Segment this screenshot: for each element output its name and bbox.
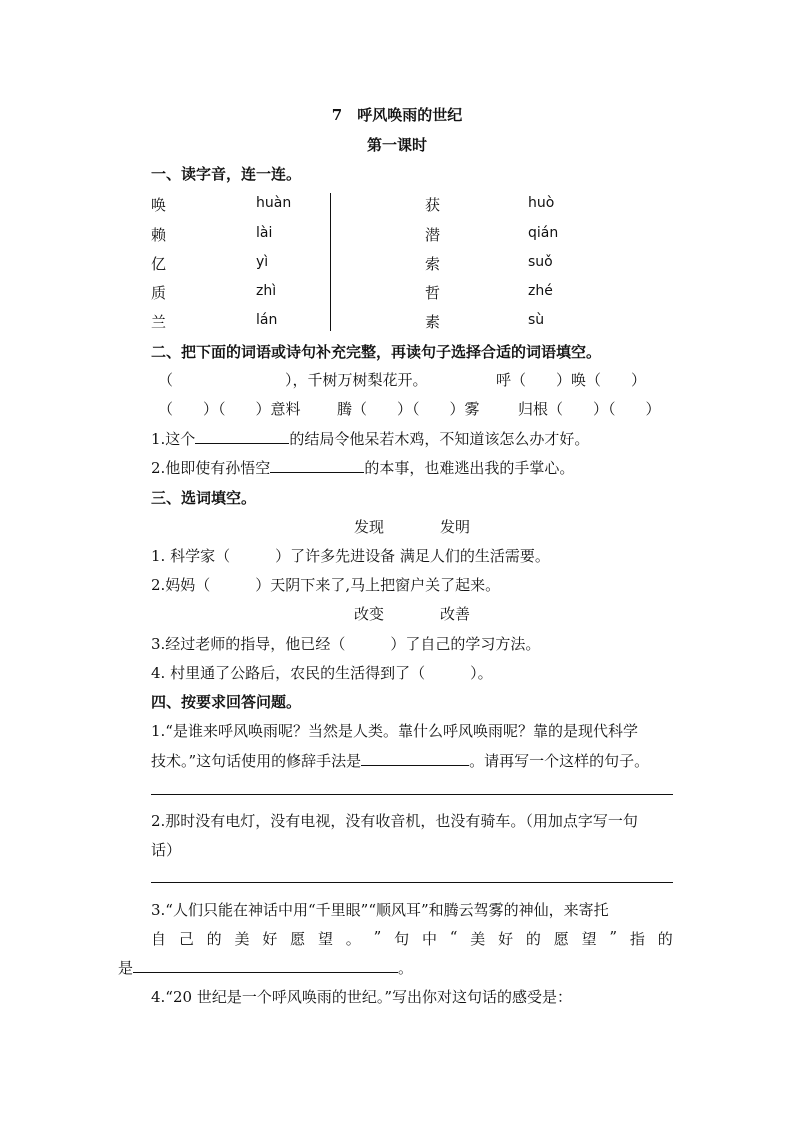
answer-blank[interactable] [195, 429, 289, 444]
section4-question-3-line2: 自 己 的 美 好 愿 望 。 ” 句 中 “ 美 好 的 愿 望 ” 指 的 [151, 928, 673, 948]
left-pinyin: lài [256, 225, 273, 241]
idiom-guigen: 归根（ ）（ ） [518, 400, 661, 418]
section4-heading: 四、按要求回答问题。 [151, 693, 302, 711]
section3-heading: 三、选词填空。 [151, 489, 257, 507]
left-char: 亿 [151, 255, 167, 273]
idiom-hu-huan: 呼（ ）唤（ ） [496, 371, 647, 389]
right-char: 哲 [425, 284, 441, 302]
section2-question-1: 1.这个 的结局令他呆若木鸡，不知道该怎么办才好。 [151, 430, 590, 448]
right-pinyin: suǒ [528, 254, 553, 270]
right-pinyin: zhé [528, 283, 553, 299]
right-char: 素 [425, 313, 441, 331]
section4-question-2-line2: 话） [151, 841, 182, 859]
left-pinyin: lán [256, 312, 278, 328]
page-title: 7 呼风唤雨的世纪 [331, 106, 463, 124]
idiom-yiliao: （ ）（ ）意料 [158, 400, 301, 418]
right-pinyin: sù [528, 312, 545, 328]
right-char: 潜 [425, 226, 441, 244]
answer-blank[interactable] [133, 958, 398, 973]
left-pinyin: yì [256, 254, 269, 270]
right-pinyin: qián [528, 225, 559, 241]
section4-question-3-line1: 3.“人们只能在神话中用“千里眼”“顺风耳”和腾云驾雾的神仙，来寄托 [151, 901, 609, 919]
section3-question-4: 4. 村里通了公路后，农民的生活得到了（ ）。 [151, 664, 493, 682]
section4-question-3-line3: 是 。 [118, 959, 414, 977]
section1-heading: 一、读字音，连一连。 [151, 165, 302, 183]
left-char: 兰 [151, 313, 167, 331]
section4-question-2-line1: 2.那时没有电灯，没有电视，没有收音机，也没有骑车。（用加点字写一句 [151, 812, 638, 830]
answer-blank[interactable] [361, 751, 469, 766]
section4-question-1-line2: 技术。”这句话使用的修辞手法是 。请再写一个这样的句子。 [151, 752, 650, 770]
word-choice: 发现 [354, 518, 385, 536]
answer-line[interactable] [151, 794, 673, 795]
word-choice: 改变 [354, 605, 385, 623]
poem-blank-close: ），千树万树梨花开。 [285, 371, 428, 389]
section3-question-1: 1. 科学家（ ）了许多先进设备 满足人们的生活需要。 [151, 547, 550, 565]
section2-heading: 二、把下面的词语或诗句补充完整，再读句子选择合适的词语填空。 [151, 343, 602, 361]
right-char: 获 [425, 196, 441, 214]
answer-line[interactable] [151, 882, 673, 883]
poem-blank-open: （ [158, 371, 174, 389]
right-pinyin: huò [528, 195, 555, 211]
column-divider [330, 193, 331, 331]
left-char: 唤 [151, 196, 167, 214]
left-char: 质 [151, 284, 167, 302]
page-subtitle: 第一课时 [366, 136, 427, 154]
idiom-teng-wu: 腾（ ）（ ）雾 [337, 400, 480, 418]
section3-question-3: 3.经过老师的指导，他已经（ ）了自己的学习方法。 [151, 635, 541, 653]
section3-question-2: 2.妈妈（ ）天阴下来了,马上把窗户关了起来。 [151, 576, 501, 594]
word-choice: 发明 [440, 518, 471, 536]
left-pinyin: zhì [256, 283, 277, 299]
section4-question-1-line1: 1.“是谁来呼风唤雨呢？当然是人类。靠什么呼风唤雨呢？靠的是现代科学 [151, 722, 638, 740]
left-pinyin: huàn [256, 195, 292, 211]
answer-blank[interactable] [270, 458, 364, 473]
right-char: 索 [425, 255, 441, 273]
left-char: 赖 [151, 226, 167, 244]
word-choice: 改善 [440, 605, 471, 623]
section2-question-2: 2.他即使有孙悟空 的本事，也难逃出我的手掌心。 [151, 459, 575, 477]
section4-question-4: 4.“20 世纪是一个呼风唤雨的世纪。”写出你对这句话的感受是： [151, 988, 573, 1006]
